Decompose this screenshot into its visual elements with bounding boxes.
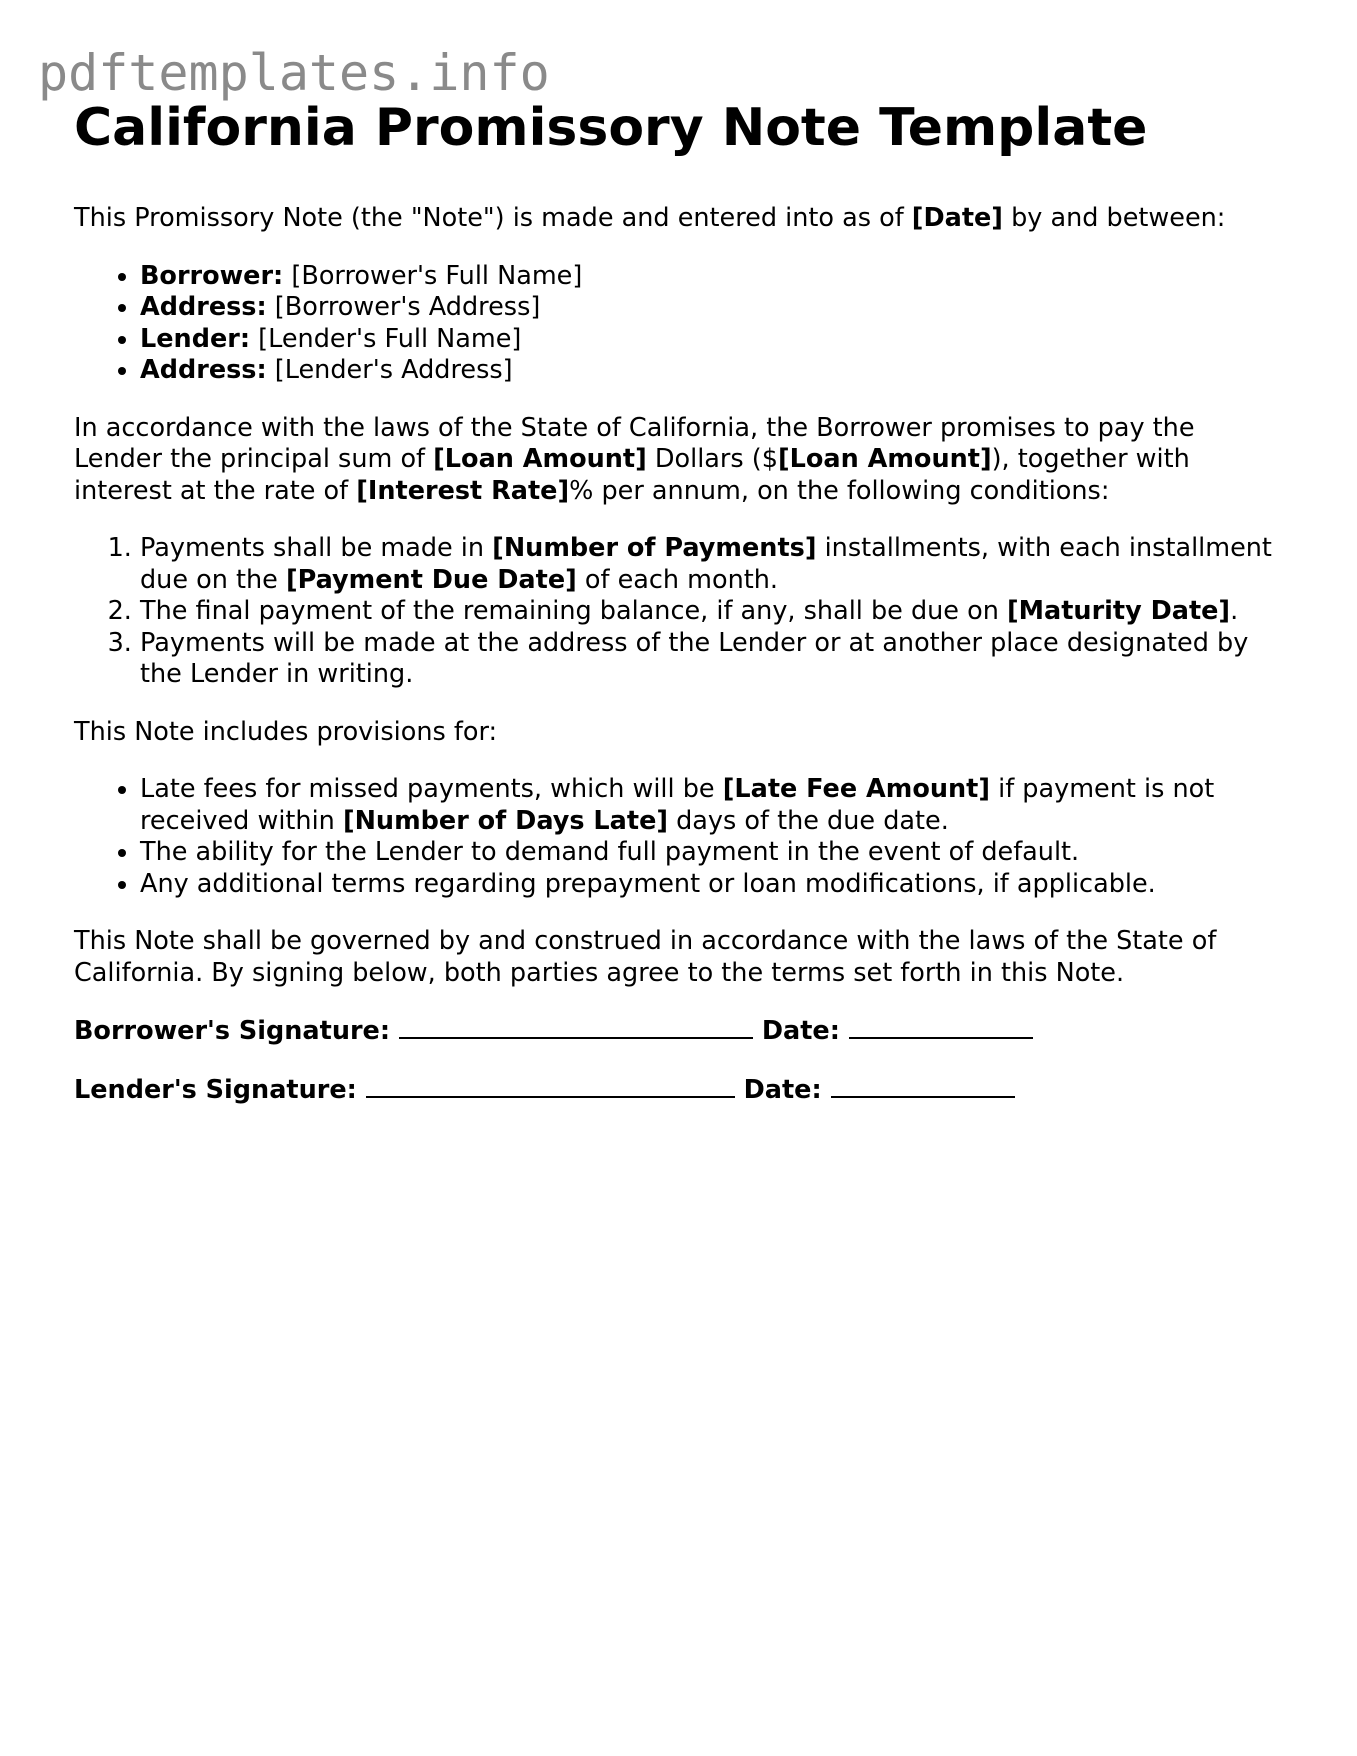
conditions-list [74, 533, 1289, 691]
page-title: California Promissory Note Template [74, 98, 1148, 158]
governing-paragraph: This Note shall be governed by and construed in accordance with the laws of the State of California. By signing below, both parties agree to the terms set forth in this Note. [74, 926, 1217, 988]
list-item: 2. The final payment of the remaining balance, if any, shall be due on [Maturity Date]. [140, 596, 1289, 628]
provisions-list [74, 774, 1289, 900]
borrower-signature-label: Borrower's Signature: [74, 1016, 391, 1046]
lender-date-line[interactable] [831, 1074, 1015, 1098]
list-item: • Address: [Lender's Address] [140, 355, 1289, 387]
document-body [74, 90, 1289, 1132]
borrower-date-line[interactable] [849, 1015, 1033, 1039]
date-field: [Date] [911, 203, 1003, 233]
lender-signature-row [74, 1074, 1289, 1107]
list-item: • The ability for the Lender to demand full payment in the event of default. [140, 837, 1289, 869]
lender-signature-label: Lender's Signature: [74, 1074, 357, 1105]
lender-signature-line[interactable] [366, 1074, 735, 1098]
principal-paragraph: In accordance with the laws of the State of California, the Borrower promises to pay the Lender the principal sum of [Loan Amount] Dollars ($[Loan Amount]), together with interest at the rate of [Interest Rate]% per annum, on the following conditions: [74, 412, 1195, 506]
loan-amount-field: [Loan Amount] [433, 444, 647, 474]
list-item: • Late fees for missed payments, which will be [Late Fee Amount] if payment is not received within [Number of Days Late] days of the due date. [140, 774, 1289, 837]
watermark: pdftemplates.info [38, 44, 550, 102]
lender-date-label: Date: [743, 1074, 822, 1105]
loan-amount-field-2: [Loan Amount] [777, 444, 992, 474]
borrower-signature-line[interactable] [399, 1015, 753, 1039]
borrower-date-label: Date: [761, 1016, 840, 1046]
list-item: 1. Payments shall be made in [Number of Payments] installments, with each installment due on the [Payment Due Date] of each month. [140, 533, 1289, 596]
borrower-signature-row [74, 1015, 1289, 1048]
list-item: 3. Payments will be made at the address of the Lender or at another place designated by the Lender in writing. [140, 628, 1289, 691]
parties-list [74, 261, 1289, 387]
list-item: • Address: [Borrower's Address] [140, 292, 1289, 324]
list-item: • Borrower: [Borrower's Full Name] [140, 261, 1289, 293]
interest-rate-field: [Interest Rate] [356, 475, 570, 506]
intro-paragraph: This Promissory Note (the "Note") is made and entered into as of [Date] by and between: [74, 203, 1226, 233]
list-item: • Any additional terms regarding prepayment or loan modifications, if applicable. [140, 869, 1289, 901]
list-item: • Lender: [Lender's Full Name] [140, 324, 1289, 356]
provisions-intro: This Note includes provisions for: [74, 716, 498, 747]
